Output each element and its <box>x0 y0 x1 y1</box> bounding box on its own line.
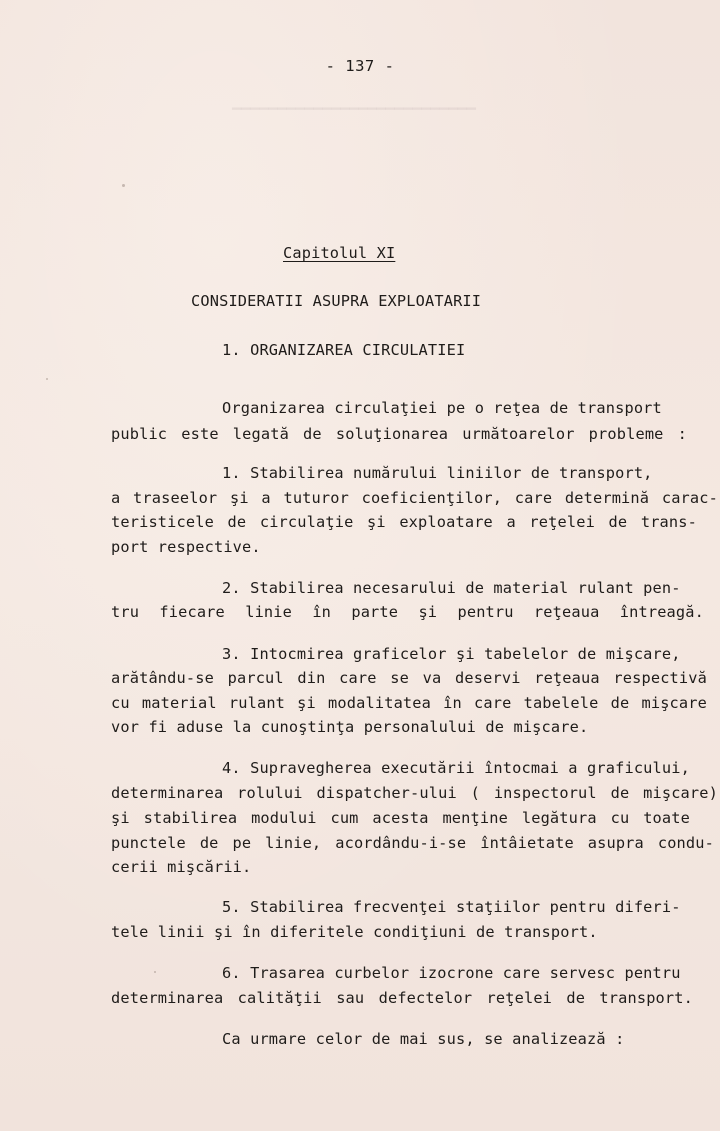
paragraph-line: 5. Stabilirea frecvenţei staţiilor pentru diferi- <box>222 898 681 916</box>
paragraph-line: tru fiecare linie în parte şi pentru reţeaua întreagă. <box>111 603 704 621</box>
paragraph-line: public este legată de soluţionarea următoarelor probleme : <box>111 425 687 443</box>
paragraph-line: 6. Trasarea curbelor izocrone care servesc pentru <box>222 964 681 982</box>
paper-speck <box>154 971 156 973</box>
chapter-title: Capitolul XI <box>283 244 396 262</box>
paragraph-line: arătându-se parcul din care se va deservi reţeaua respectivă <box>111 669 707 687</box>
paragraph-line: punctele de pe linie, acordându-i-se întâietate asupra condu- <box>111 834 714 852</box>
page-number: - 137 - <box>325 57 395 75</box>
show-through: ▁▁▁▁▁▁▁▁▁▁▁▁▁▁▁▁▁▁▁▁▁▁▁▁▁▁▁ <box>232 92 476 110</box>
paragraph-line: şi stabilirea modului cum acesta menţine legătura cu toate <box>111 809 690 827</box>
paragraph-line: teristicele de circulaţie şi exploatare a reţelei de trans- <box>111 513 697 531</box>
paragraph-line: vor fi aduse la cunoştinţa personalului de mişcare. <box>111 718 589 736</box>
paragraph-line: cerii mişcării. <box>111 858 252 876</box>
paragraph-line: port respective. <box>111 538 261 556</box>
paragraph-line: cu material rulant şi modalitatea în care tabelele de mişcare <box>111 694 707 712</box>
paragraph-line: 2. Stabilirea necesarului de material rulant pen- <box>222 579 681 597</box>
paragraph-line: Ca urmare celor de mai sus, se analizează : <box>222 1030 625 1048</box>
paragraph-line: tele linii şi în diferitele condiţiuni de transport. <box>111 923 598 941</box>
paragraph-line: Organizarea circulaţiei pe o reţea de transport <box>222 399 662 417</box>
paragraph-line: 3. Intocmirea graficelor şi tabelelor de mişcare, <box>222 645 681 663</box>
paragraph-line: 4. Supravegherea executării întocmai a graficului, <box>222 759 690 777</box>
paragraph-line: determinarea rolului dispatcher-ului ( inspectorul de mişcare) <box>111 784 718 802</box>
paragraph-line: determinarea calităţii sau defectelor reţelei de transport. <box>111 989 693 1007</box>
paragraph-line: 1. Stabilirea numărului liniilor de transport, <box>222 464 653 482</box>
paper-speck <box>46 378 48 380</box>
paper-speck <box>122 184 125 187</box>
section-heading: 1. ORGANIZAREA CIRCULATIEI <box>222 341 466 359</box>
chapter-heading: CONSIDERATII ASUPRA EXPLOATARII <box>191 292 482 310</box>
paragraph-line: a traseelor şi a tuturor coeficienţilor, care determină carac- <box>111 489 718 507</box>
